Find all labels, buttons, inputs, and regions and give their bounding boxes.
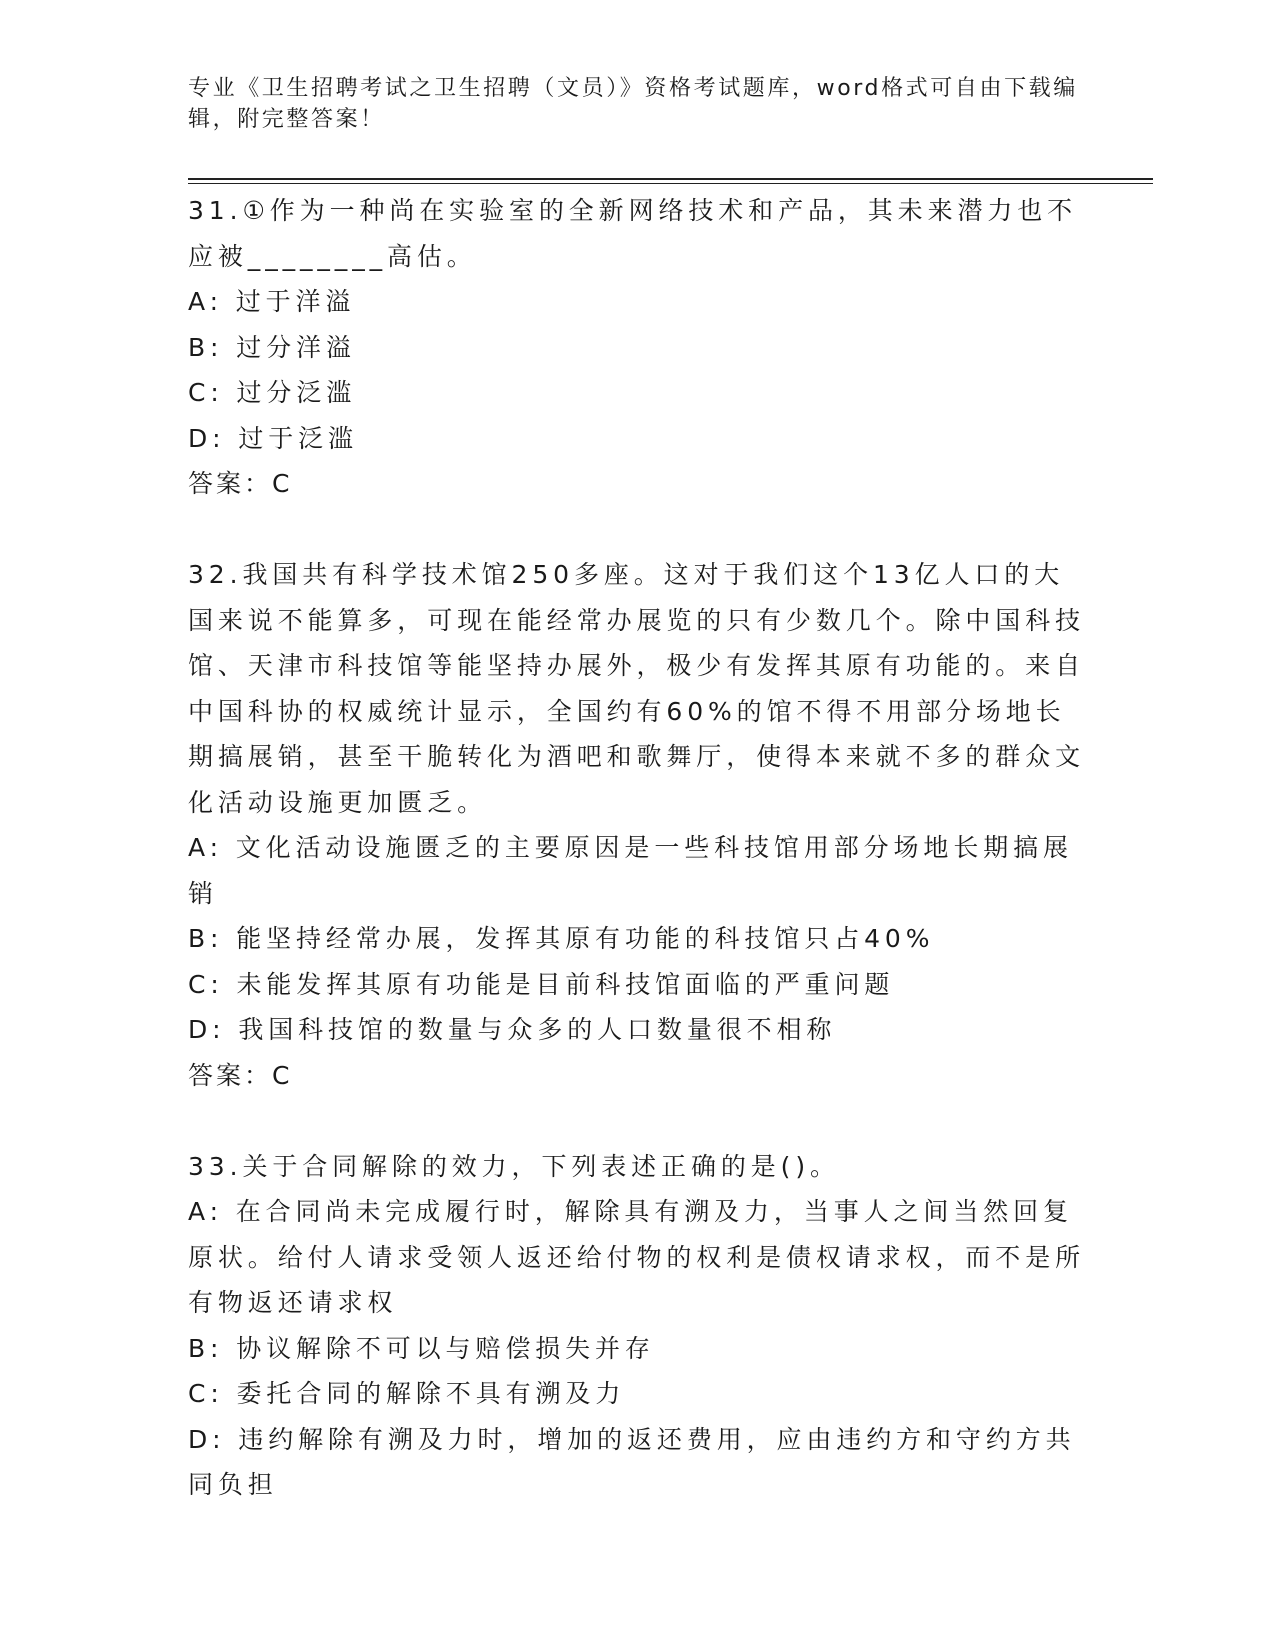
- option-b: B: 能坚持经常办展，发挥其原有功能的科技馆只占40%: [188, 924, 935, 953]
- question-31: [188, 188, 1088, 507]
- option-a: A: 文化活动设施匮乏的主要原因是一些科技馆用部分场地长期搞展销: [188, 833, 1073, 908]
- question-32: [188, 552, 1088, 1098]
- document-header: 专业《卫生招聘考试之卫生招聘（文员）》资格考试题库，word格式可自由下载编辑，附完整答案！: [188, 76, 1078, 132]
- option-c: C: 未能发挥其原有功能是目前科技馆面临的严重问题: [188, 969, 895, 999]
- question-spacer: [188, 507, 1088, 553]
- question-33: [188, 1144, 1088, 1508]
- header-divider-thin: [188, 183, 1153, 184]
- header-divider: [188, 178, 1153, 180]
- option-c: C: 过分泛滥: [188, 378, 357, 407]
- answer-text: 答案：C: [188, 1060, 293, 1090]
- question-stem: 33.关于合同解除的效力，下列表述正确的是()。: [188, 1151, 840, 1181]
- option-b: B: 过分洋溢: [188, 332, 356, 362]
- question-spacer: [188, 1098, 1088, 1144]
- question-stem: 32.我国共有科学技术馆250多座。这对于我们这个13亿人口的大国来说不能算多，可现在能经常办展览的只有少数几个。除中国科技馆、天津市科技馆等能坚持办展外，极少有发挥其原有功能的。来自中国科协的权威统计显示，全国约有60%的馆不得不用部分场地长期搞展销，甚至干脆转化为酒吧和歌舞厅，使得本来就不多的群众文化活动设施更加匮乏。: [188, 560, 1086, 817]
- option-a: A: 在合同尚未完成履行时，解除具有溯及力，当事人之间当然回复原状。给付人请求受领人返还给付物的权利是债权请求权，而不是所有物返还请求权: [188, 1197, 1086, 1317]
- answer-text: 答案：C: [188, 469, 293, 498]
- option-d: D: 过于泛滥: [188, 423, 358, 453]
- question-stem: 31.①作为一种尚在实验室的全新网络技术和产品，其未来潜力也不应被________高估。: [188, 196, 1078, 271]
- question-list: [188, 188, 1088, 1508]
- option-a: A: 过于洋溢: [188, 287, 356, 316]
- option-c: C: 委托合同的解除不具有溯及力: [188, 1379, 626, 1408]
- option-b: B: 协议解除不可以与赔偿损失并存: [188, 1333, 655, 1363]
- option-d: D: 我国科技馆的数量与众多的人口数量很不相称: [188, 1015, 837, 1044]
- option-d: D: 违约解除有溯及力时，增加的返还费用，应由违约方和守约方共同负担: [188, 1424, 1076, 1499]
